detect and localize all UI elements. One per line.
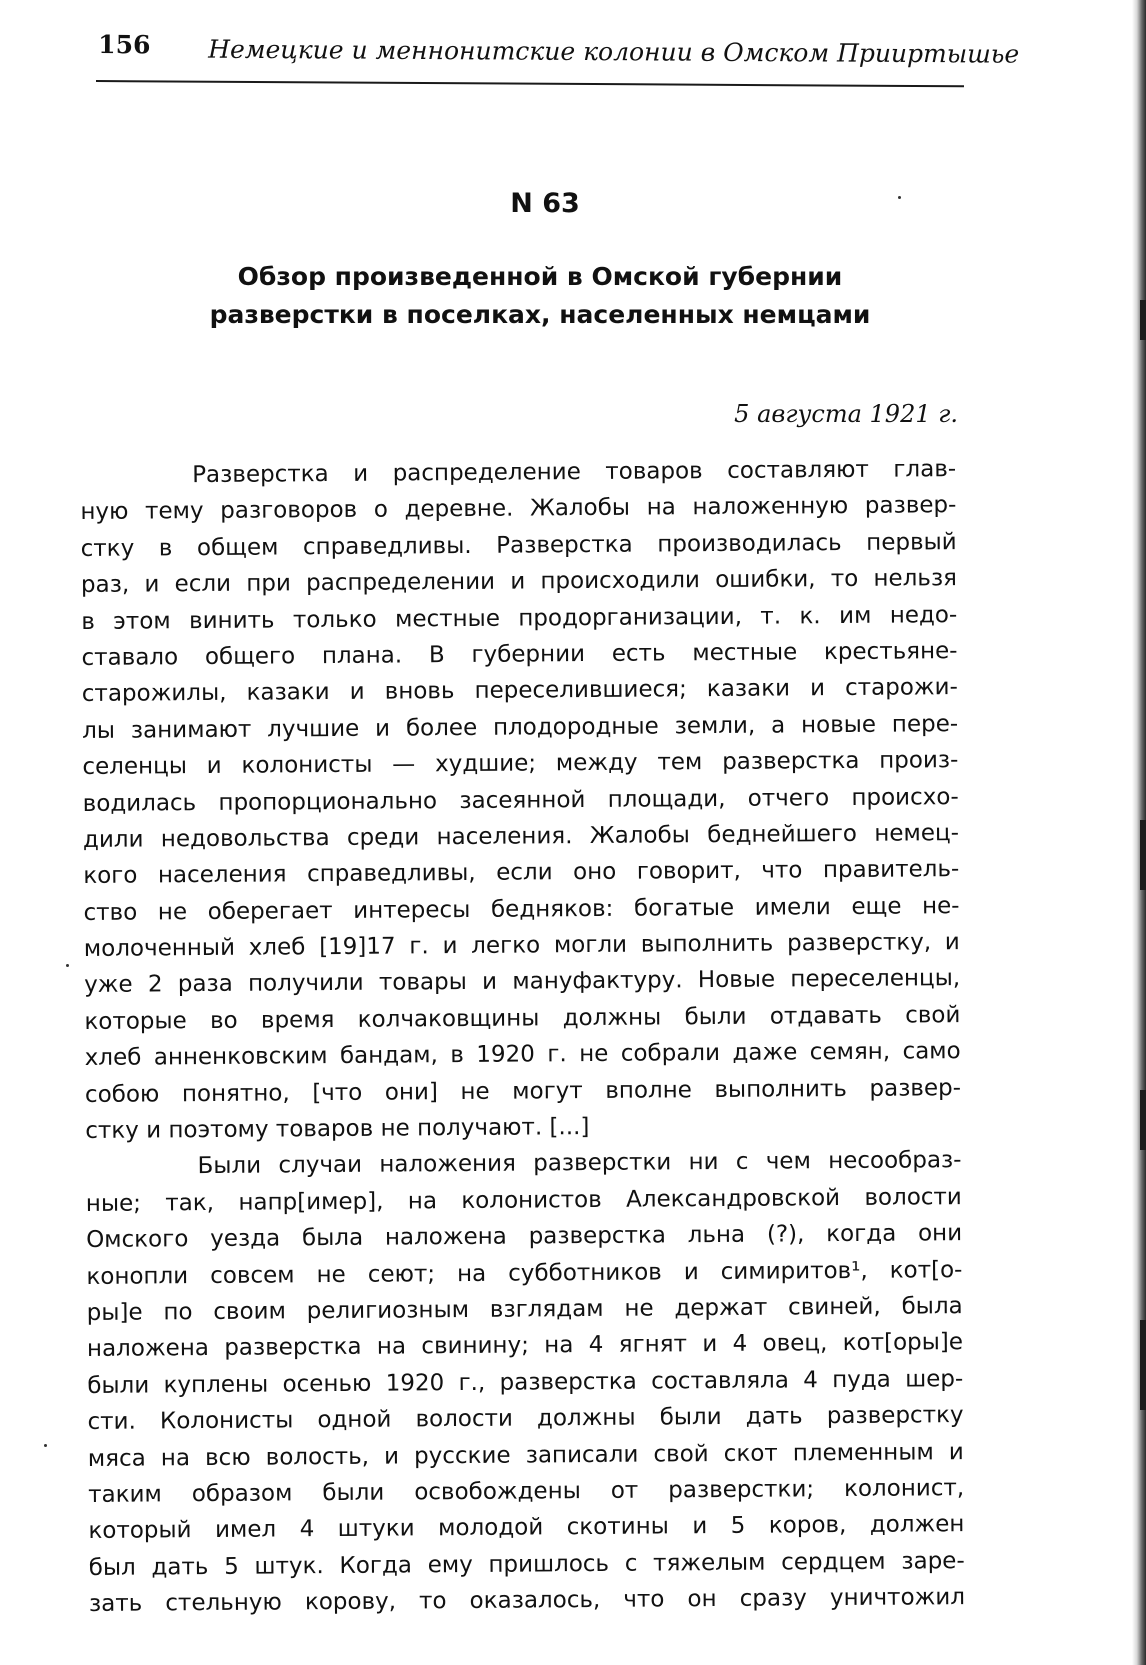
document-body: [80, 451, 965, 1622]
document-date: 5 августа 1921 г.: [734, 400, 958, 428]
text-line: ную тему разговоров о деревне. Жалобы на наложенную развер-: [80, 492, 957, 526]
text-line: мяса на всю волость, и русские записали свой скот племенным и: [87, 1438, 964, 1472]
document-title-line: разверстки в поселках, населенных немцами: [209, 300, 871, 329]
scan-edge-mark: [1140, 300, 1146, 340]
text-line: лы занимают лучшие и более плодородные земли, а новые пере-: [82, 710, 959, 744]
scan-speck: [66, 964, 69, 967]
text-line: ство не оберегает интересы бедняков: богатые имели еще не-: [83, 892, 960, 926]
text-line: селенцы и колонисты — худшие; между тем разверстка произ-: [82, 747, 959, 781]
text-line: таким образом были освобождены от разверстки; колонист,: [88, 1475, 965, 1508]
text-line: Омского уезда была наложена разверстка льна (?), когда они: [86, 1220, 963, 1254]
text-line: который имел 4 штуки молодой скотины и 5 коров, должен: [88, 1511, 965, 1545]
scan-edge-mark: [1140, 1320, 1146, 1410]
running-title: Немецкие и меннонитские колонии в Омском Прииртышье: [208, 34, 1020, 69]
text-line: стку в общем справедливы. Разверстка производилась первый: [80, 528, 957, 562]
scan-speck: [898, 196, 901, 199]
document-number: N 63: [510, 188, 580, 219]
text-line: хлеб анненковским бандам, в 1920 г. не собрали даже семян, само: [84, 1038, 961, 1072]
text-line: собою понятно, [что они] не могут вполне выполнить развер-: [84, 1074, 962, 1108]
text-line: был дать 5 штук. Когда ему пришлось с тяжелым сердцем заре-: [88, 1547, 965, 1581]
text-line: Были случаи наложения разверстки ни с чем несообраз-: [197, 1147, 962, 1180]
text-line: уже 2 раза получили товары и мануфактуру. Новые переселенцы,: [84, 965, 961, 999]
text-line: водилась пропорционально засеянной площади, отчего происхо-: [82, 783, 959, 817]
text-line: конопли совсем не сеют; на субботников и симиритов¹, кот[о-: [86, 1256, 963, 1290]
text-line: были куплены осенью 1920 г., разверстка составляла 4 пуда шер-: [87, 1365, 964, 1399]
scan-edge-mark: [1140, 820, 1146, 890]
text-line: дили недовольства среди населения. Жалобы беднейшего немец-: [82, 820, 960, 853]
text-line: кого населения справедливы, если оно говорит, что правитель-: [83, 856, 960, 890]
text-line: ные; так, напр[имер], на колонистов Александровской волости: [85, 1183, 962, 1217]
text-line: в этом винить только местные продорганизации, т. к. им недо-: [81, 601, 958, 635]
paragraph: [85, 1143, 965, 1623]
text-line: старожилы, казаки и вновь переселившиеся; казаки и старожи-: [81, 674, 958, 708]
text-line: наложена разверстка на свинину; на 4 ягнят и 4 овец, кот[оры]е: [86, 1329, 964, 1363]
text-line: которые во время колчаковщины должны были отдавать свой: [84, 1001, 961, 1035]
paragraph: [80, 451, 961, 1149]
text-line: Разверстка и распределение товаров составляют глав-: [192, 456, 957, 489]
text-line: раз, и если при распределении и происходили ошибки, то нельзя: [80, 565, 958, 599]
scan-edge-mark: [1140, 1090, 1146, 1150]
text-line: сти. Колонисты одной волости должны были дать разверстку: [87, 1402, 964, 1436]
scan-speck: [44, 1444, 47, 1447]
text-line: ры]е по своим религиозным взглядам не держат свиней, была: [86, 1293, 963, 1326]
page-number: 156: [98, 30, 151, 60]
text-line: молоченный хлеб [19]17 г. и легко могли выполнить разверстку, и: [83, 929, 960, 963]
text-line: зать стельную корову, то оказалось, что он сразу уничтожил: [88, 1584, 966, 1618]
document-title-line: Обзор произведенной в Омской губернии: [237, 262, 843, 291]
page-header: [96, 24, 1020, 87]
text-line: стку и поэтому товаров не получают. [...]: [85, 1114, 590, 1145]
document-title: [150, 258, 930, 334]
text-line: ставало общего плана. В губернии есть местные крестьяне-: [81, 638, 958, 671]
